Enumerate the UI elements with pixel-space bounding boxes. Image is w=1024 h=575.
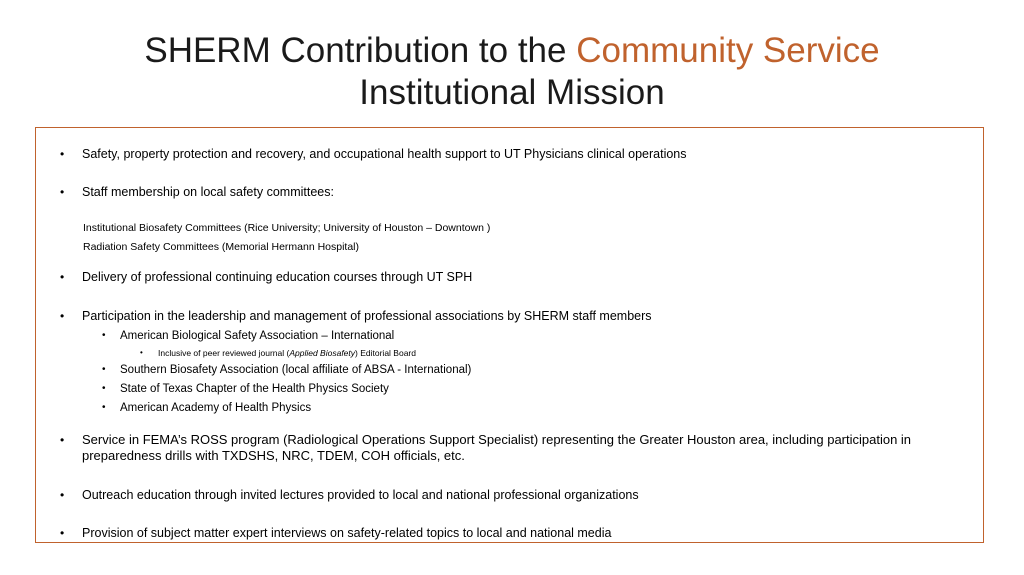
bullet-2: Staff membership on local safety committees: (82, 185, 334, 199)
title-line2: Institutional Mission (359, 73, 665, 112)
bullet-dot: • (102, 330, 106, 341)
committee-biosafety: Institutional Biosafety Committees (Rice University; University of Houston – Downtown ) (83, 222, 491, 234)
bullet-3: Delivery of professional continuing education courses through UT SPH (82, 270, 473, 284)
bullet-dot: • (102, 383, 106, 394)
bullet-dot: • (60, 185, 65, 199)
journal-name: Applied Biosafety (289, 348, 356, 358)
assoc-hps-texas: State of Texas Chapter of the Health Physics Society (120, 383, 389, 395)
journal-post: ) Editorial Board (355, 348, 416, 358)
bullet-dot: • (102, 402, 106, 413)
bullet-dot: • (60, 270, 65, 284)
assoc-absa: American Biological Safety Association – International (120, 330, 395, 342)
bullet-dot: • (60, 526, 65, 540)
assoc-sba: Southern Biosafety Association (local affiliate of ABSA - International) (120, 364, 472, 376)
title-part1: SHERM Contribution to the (144, 31, 577, 70)
slide-title (0, 30, 1024, 114)
bullet-dot: • (60, 147, 65, 161)
assoc-absa-journal (158, 345, 416, 361)
assoc-aahp: American Academy of Health Physics (120, 402, 312, 414)
bullet-dot: • (102, 364, 106, 375)
bullet-dot: • (60, 488, 65, 502)
title-accent: Community Service (576, 31, 880, 70)
bullet-7: Provision of subject matter expert interviews on safety-related topics to local and national media (82, 526, 612, 540)
journal-pre: Inclusive of peer reviewed journal ( (158, 348, 290, 358)
content-box (35, 127, 984, 543)
bullet-1: Safety, property protection and recovery, and occupational health support to UT Physicians clinical operations (82, 147, 687, 161)
bullet-dot: • (140, 348, 143, 357)
bullet-dot: • (60, 433, 65, 447)
bullet-dot: • (60, 309, 65, 323)
bullet-4: Participation in the leadership and management of professional associations by SHERM staff members (82, 309, 652, 323)
committee-radiation: Radiation Safety Committees (Memorial Hermann Hospital) (83, 241, 360, 253)
bullet-5: Service in FEMA’s ROSS program (Radiological Operations Support Specialist) representing the Greater Houston area, including participation in preparedness drills with TXDSHS, NRC, TDEM, COH officials, etc. (82, 432, 912, 463)
bullet-6: Outreach education through invited lectures provided to local and national professional organizations (82, 488, 639, 502)
